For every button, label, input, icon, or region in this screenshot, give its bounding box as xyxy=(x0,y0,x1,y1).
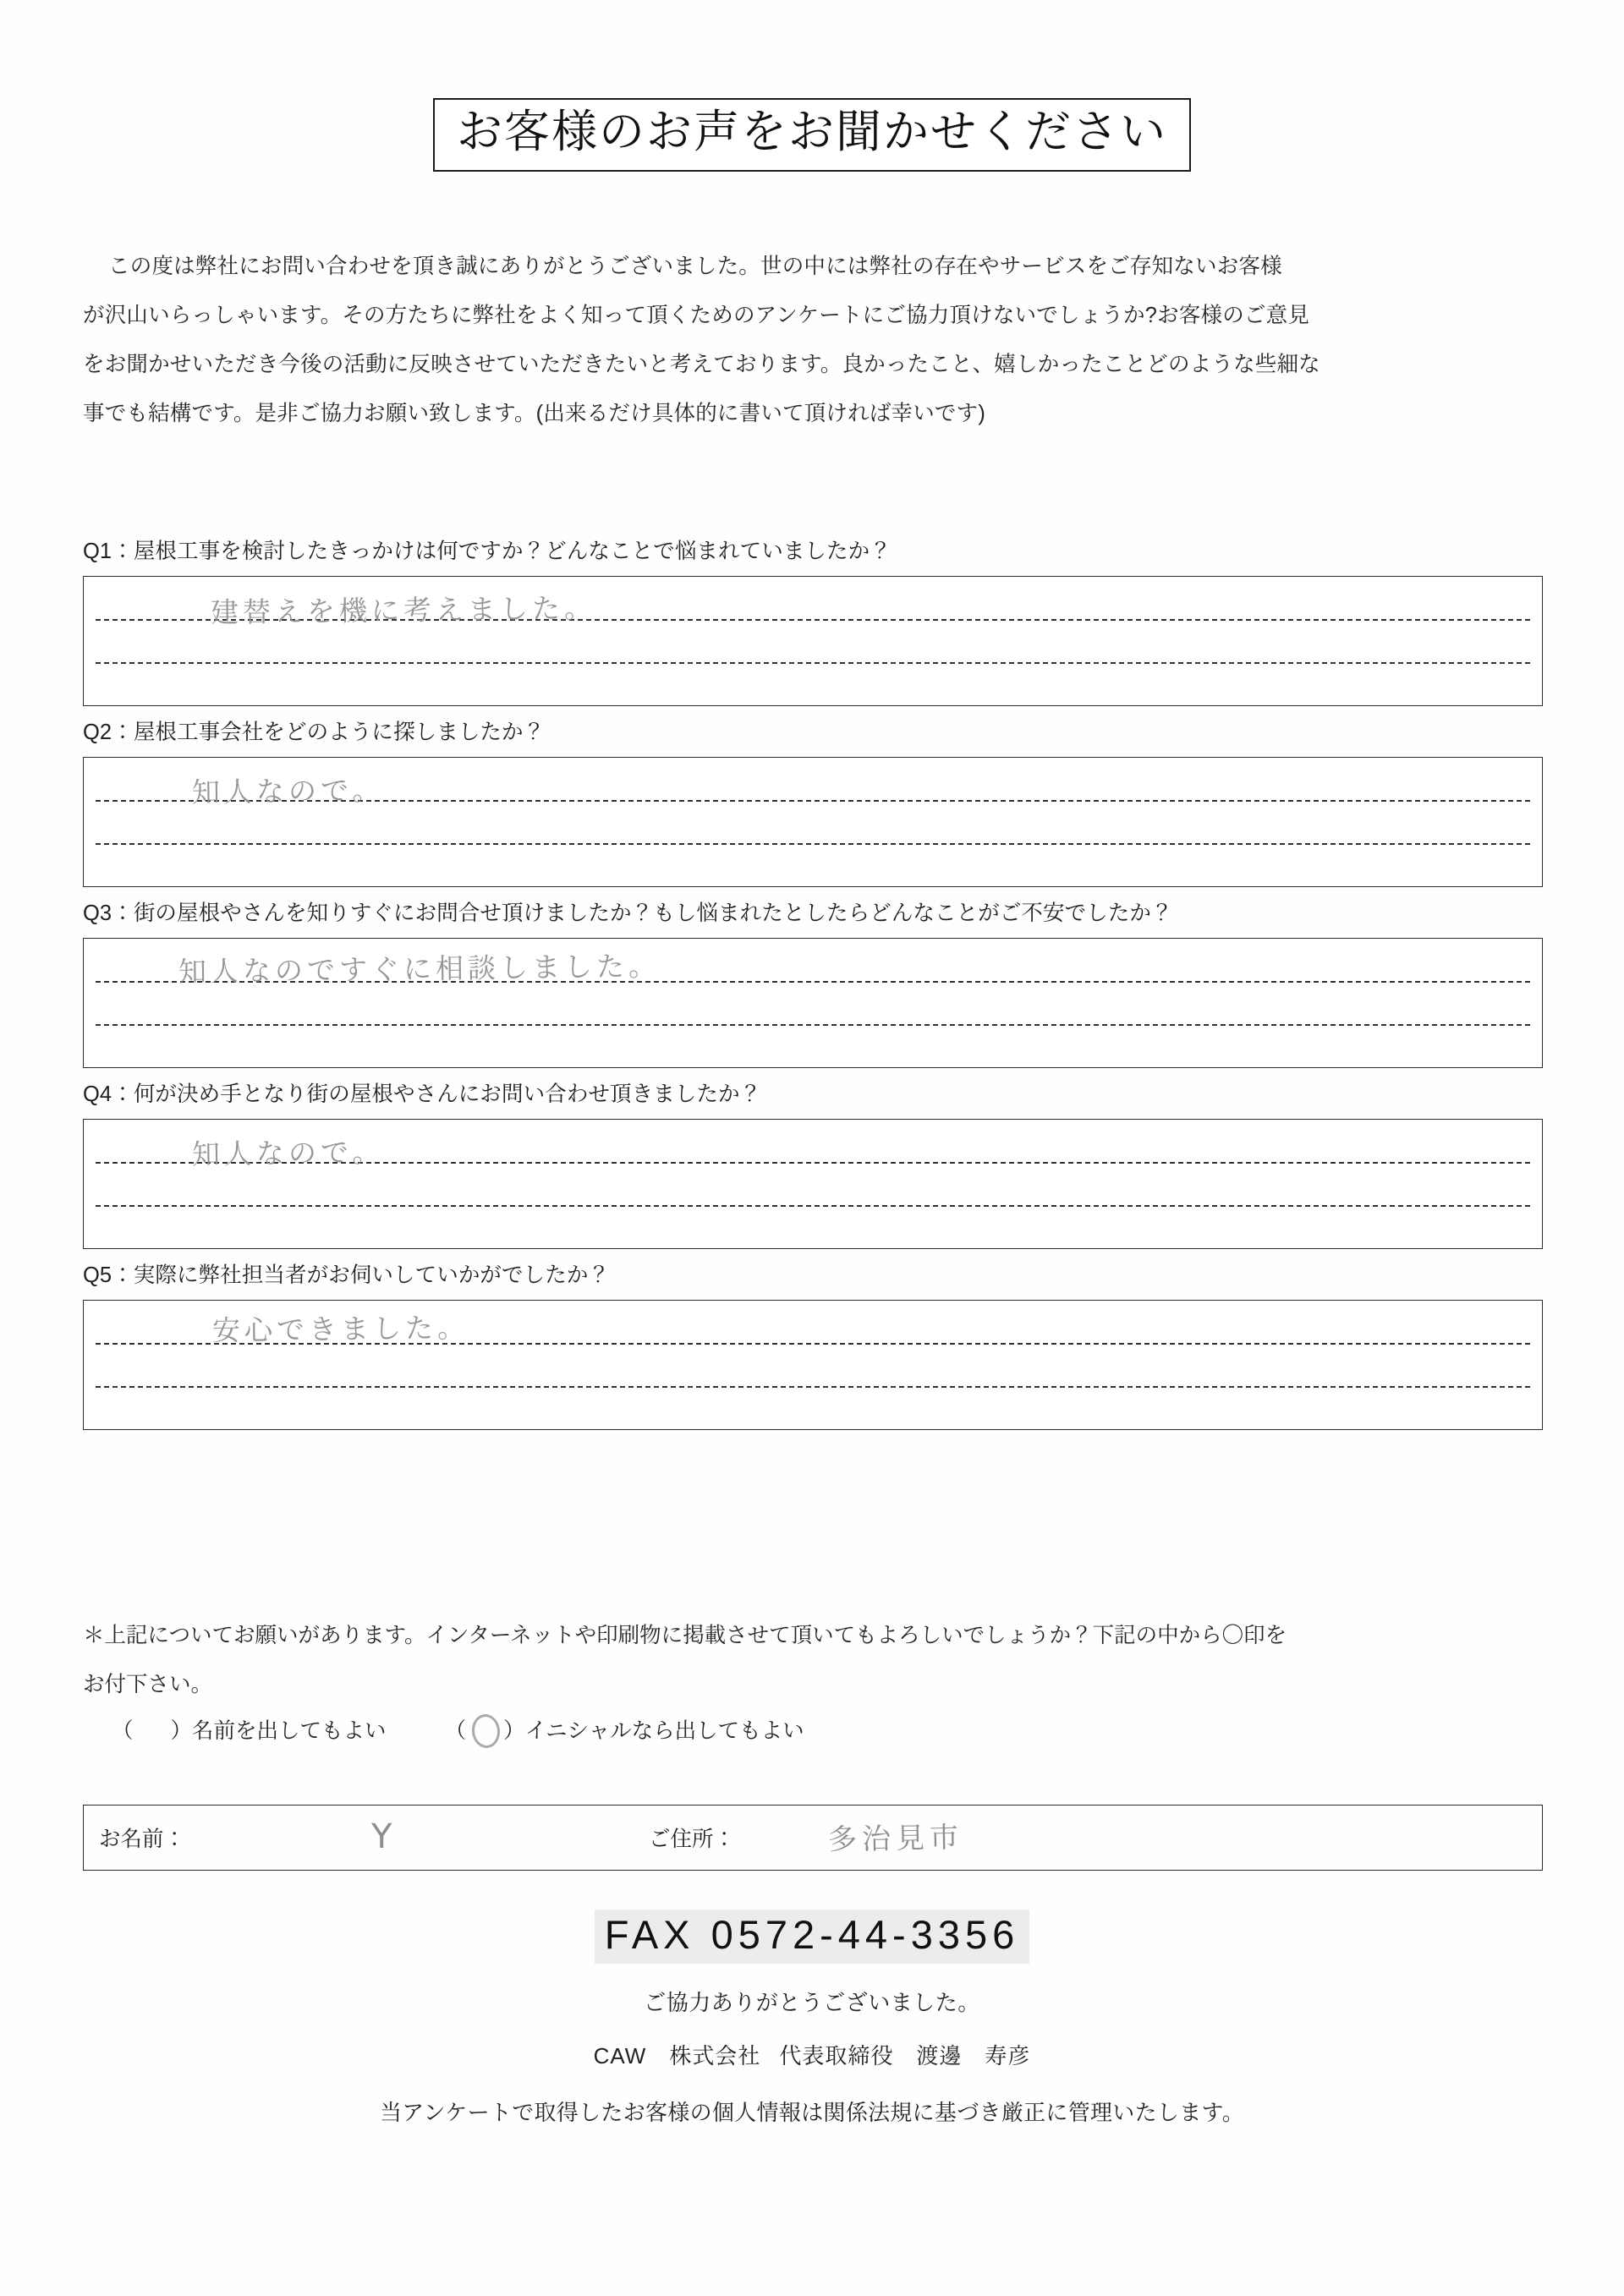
permission-options xyxy=(112,1710,804,1752)
paren-close: ） xyxy=(503,1719,525,1743)
question-group-q5 xyxy=(83,1257,1543,1430)
fax-number: FAX 0572-44-3356 xyxy=(595,1910,1030,1964)
question-label-q1: Q1：屋根工事を検討したきっかけは何ですか？どんなことで悩まれていましたか？ xyxy=(83,540,892,563)
question-group-q3 xyxy=(83,895,1543,1068)
option-publish-initials[interactable] xyxy=(445,1710,804,1752)
company-role: 代表取締役 渡邊 寿彦 xyxy=(779,2043,1031,2069)
respondent-info-row xyxy=(83,1805,1543,1871)
option-publish-name-label: 名前を出してもよい xyxy=(192,1719,387,1743)
question-group-q1 xyxy=(83,533,1543,706)
question-label-q2: Q2：屋根工事会社をどのように探しましたか？ xyxy=(83,721,546,744)
question-label-q3: Q3：街の屋根やさんを知りすぐにお問合せ頂けましたか？もし悩まれたとしたらどんなことがご不安でしたか？ xyxy=(83,901,1173,925)
answer-rule xyxy=(96,662,1530,664)
paren-close: ） xyxy=(170,1719,193,1743)
name-value: Y xyxy=(371,1817,394,1857)
name-label: お名前： xyxy=(99,1827,186,1851)
footer-company xyxy=(0,2039,1624,2070)
handwritten-answer-q1: 建替えを機に考えました。 xyxy=(210,591,597,629)
answer-rule xyxy=(96,1205,1530,1207)
footer xyxy=(0,1910,1624,2127)
permission-note-line-1: ＊上記についてお願いがあります。インターネットや印刷物に掲載させて頂いてもよろしいでしょうか？下記の中から〇印を xyxy=(83,1624,1287,1647)
address-value: 多治見市 xyxy=(827,1821,964,1857)
address-label: ご住所： xyxy=(649,1827,736,1851)
permission-note xyxy=(83,1611,1546,1709)
intro-line-3: をお聞かせいただき今後の活動に反映させていただきたいと考えております。良かったこと、嬉しかったことどのような些細な xyxy=(83,353,1320,376)
question-group-q4 xyxy=(83,1076,1543,1249)
option-publish-initials-label: イニシャルなら出してもよい xyxy=(524,1719,804,1743)
company-name: CAW 株式会社 xyxy=(593,2043,761,2069)
footer-privacy: 当アンケートで取得したお客様の個人情報は関係法規に基づき厳正に管理いたします。 xyxy=(379,2100,1245,2126)
intro-line-1: この度は弊社にお問い合わせを頂き誠にありがとうございました。世の中には弊社の存在やサービスをご存知ないお客様 xyxy=(108,255,1282,278)
page-title-container xyxy=(0,98,1624,172)
answer-rule xyxy=(96,843,1530,845)
intro-paragraph xyxy=(83,242,1543,438)
paren-open: （ xyxy=(444,1719,467,1743)
handwritten-answer-q3: 知人なのですぐに相談しました。 xyxy=(178,949,661,989)
answer-field-q4[interactable] xyxy=(83,1119,1543,1249)
page-title-box xyxy=(433,98,1191,172)
circle-mark-icon xyxy=(470,1713,502,1750)
permission-note-line-2: お付下さい。 xyxy=(83,1673,213,1696)
handwritten-answer-q2: 知人なので。 xyxy=(191,773,385,809)
option-publish-name[interactable] xyxy=(112,1710,387,1752)
question-label-q4: Q4：何が決め手となり街の屋根やさんにお問い合わせ頂きましたか？ xyxy=(83,1082,762,1106)
answer-field-q3[interactable] xyxy=(83,938,1543,1068)
footer-thanks: ご協力ありがとうございました。 xyxy=(644,1990,980,2016)
handwritten-answer-q5: 安心できました。 xyxy=(211,1311,470,1347)
answer-rule xyxy=(96,1024,1530,1026)
intro-line-4: 事でも結構です。是非ご協力お願い致します。(出来るだけ具体的に書いて頂ければ幸いです) xyxy=(83,402,986,425)
page-title: お客様のお声をお聞かせください xyxy=(457,107,1167,157)
answer-rule xyxy=(96,1386,1530,1388)
questions-section xyxy=(83,533,1543,1438)
question-group-q2 xyxy=(83,714,1543,887)
answer-field-q1[interactable] xyxy=(83,576,1543,706)
answer-field-q5[interactable] xyxy=(83,1300,1543,1430)
intro-line-2: が沢山いらっしゃいます。その方たちに弊社をよく知って頂くためのアンケートにご協力頂けないでしょうか?お客様のご意見 xyxy=(83,304,1310,327)
question-label-q5: Q5：実際に弊社担当者がお伺いしていかがでしたか？ xyxy=(83,1263,611,1287)
paren-open: （ xyxy=(112,1719,134,1743)
handwritten-answer-q4: 知人なので。 xyxy=(191,1135,385,1171)
answer-field-q2[interactable] xyxy=(83,757,1543,887)
